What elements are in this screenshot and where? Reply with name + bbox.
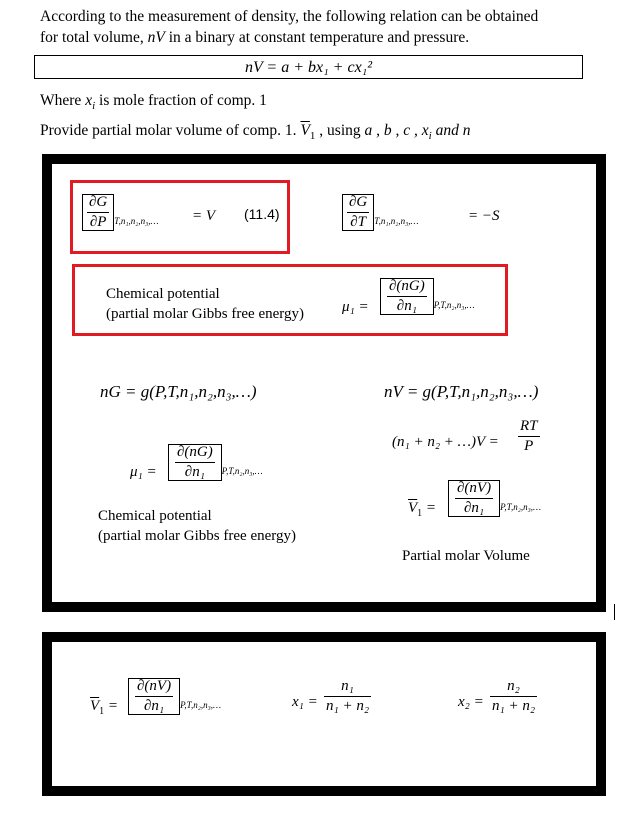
intro-line-2: for total volume, nV in a binary at constant temperature and pressure. [40,29,470,46]
slide-panel-1-content [52,164,596,602]
dG-dP-rhs: = V [192,208,216,224]
chemical-potential-label: Chemical potential [106,286,220,302]
panel2-v1-lhs: $\overline{V}_1$ = [90,698,119,717]
chemical-potential-label-2: Chemical potential [98,508,212,524]
v1-lhs: $\overline{V}_1$ = [408,500,437,519]
chemical-potential-sublabel-2: (partial molar Gibbs free energy) [98,528,296,544]
task-line: Provide partial molar volume of comp. 1. $\overline{V}_1$ , using a , b , c , $x_i$ and n [40,122,471,143]
mu2-lhs: μ₁ = [130,464,157,480]
intro-line-1: According to the measurement of density, the following relation can be obtained [40,8,539,25]
dG-dT-rhs: = −S [468,208,500,224]
given-equation: nV = a + bx₁ + cx₁² [244,59,373,76]
nV-equation: nV = g(P,T,n₁,n₂,n₃,…) [384,382,539,401]
divider-mark [614,604,615,620]
mu2-derivative: $\frac{\partial(nG)}{\text{∂n₁}}$ $_{P,T,n_2,n_3,\dots}$ [168,444,263,481]
ideal-gas-lhs: (n₁ + n₂ + …)V = [392,434,499,450]
slide-panel-1 [42,154,606,612]
x1-lhs: x₁ = [292,694,318,710]
v1-derivative: $\frac{\partial(nV)}{\text{∂n₁}}$ $_{P,T,n_2,n_3,\dots}$ [448,480,541,517]
partial-molar-volume-label: Partial molar Volume [402,548,530,564]
x2-lhs: x₂ = [458,694,484,710]
given-equation-box [34,55,583,79]
x2-fraction: $\frac{\text{n₂}}{\text{n₁ + n₂}}$ [492,678,536,714]
chemical-potential-sublabel: (partial molar Gibbs free energy) [106,306,304,322]
mu-lhs: μ₁ = [342,299,369,315]
nG-equation: nG = g(P,T,n₁,n₂,n₃,…) [100,382,257,401]
slide-panel-2-content [52,642,596,786]
ideal-gas-rhs: $\frac{RT}{P}$ [520,418,538,454]
mu-derivative: $\frac{\partial(nG)}{\text{∂n₁}}$ $_{P,T,n_2,n_3,\dots}$ [380,278,475,315]
intro-paragraph [40,6,620,48]
dG-dP-equation: $\frac{\partial G}{\partial P}$ $_{T,n_1,n_2,n_3,\dots}$ [82,194,158,231]
panel2-v1-derivative: $\frac{\partial(nV)}{\text{∂n₁}}$ $_{P,T,n_2,n_3,\dots}$ [128,678,221,715]
slide-panel-2 [42,632,606,796]
x1-fraction: $\frac{\text{n₁}}{\text{n₁ + n₂}}$ [326,678,370,714]
dG-dT-equation: $\frac{\partial G}{\partial T}$ $_{T,n_1,n_2,n_3,\dots}$ [342,194,418,231]
where-line: Where $x_i$ is mole fraction of comp. 1 [40,92,267,113]
equation-tag: (11.4) [244,206,280,222]
